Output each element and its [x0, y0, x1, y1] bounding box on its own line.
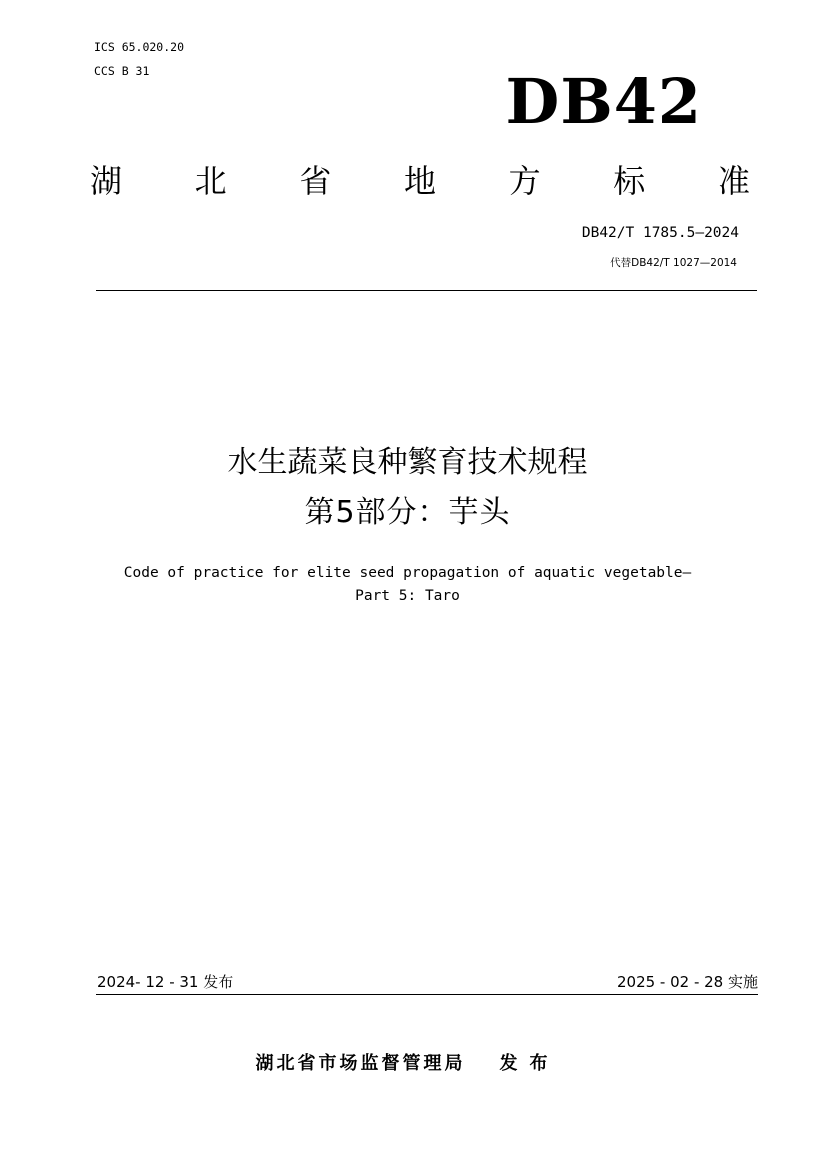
footer-divider: [96, 994, 758, 995]
english-title-line-1: Code of practice for elite seed propagation of aquatic vegetable—: [123, 565, 692, 581]
standard-logo: DB42: [505, 65, 702, 138]
document-title: 水生蔬菜良种繁育技术规程: [227, 445, 588, 480]
standard-type-char: 北: [194, 162, 227, 200]
ics-code: ICS 65.020.20: [94, 40, 185, 54]
header-divider: [96, 290, 757, 291]
standard-type-char: 湖: [90, 162, 123, 200]
implementation-date: 2025 - 02 - 28 实施: [616, 973, 758, 991]
standard-type-char: 省: [299, 162, 332, 200]
standard-number: DB42/T 1785.5—2024: [581, 225, 739, 241]
standard-type-heading: [90, 156, 750, 206]
issue-date: 2024- 12 - 31 发布: [97, 973, 234, 991]
issuing-authority: 湖北省市场监督管理局: [255, 1053, 466, 1074]
document-part-title: 第5部分：芋头: [304, 495, 511, 530]
standard-type-char: 方: [508, 162, 541, 200]
standard-type-char: 地: [403, 162, 436, 200]
issue-action: 发布: [499, 1053, 560, 1074]
replaces-standard: 代替DB42/T 1027—2014: [610, 257, 737, 269]
issuer-line: [0, 1052, 815, 1076]
ccs-code: CCS B 31: [94, 64, 150, 78]
standard-type-char: 准: [717, 162, 750, 200]
english-title-line-2: Part 5: Taro: [355, 588, 460, 604]
standard-type-char: 标: [613, 162, 646, 200]
